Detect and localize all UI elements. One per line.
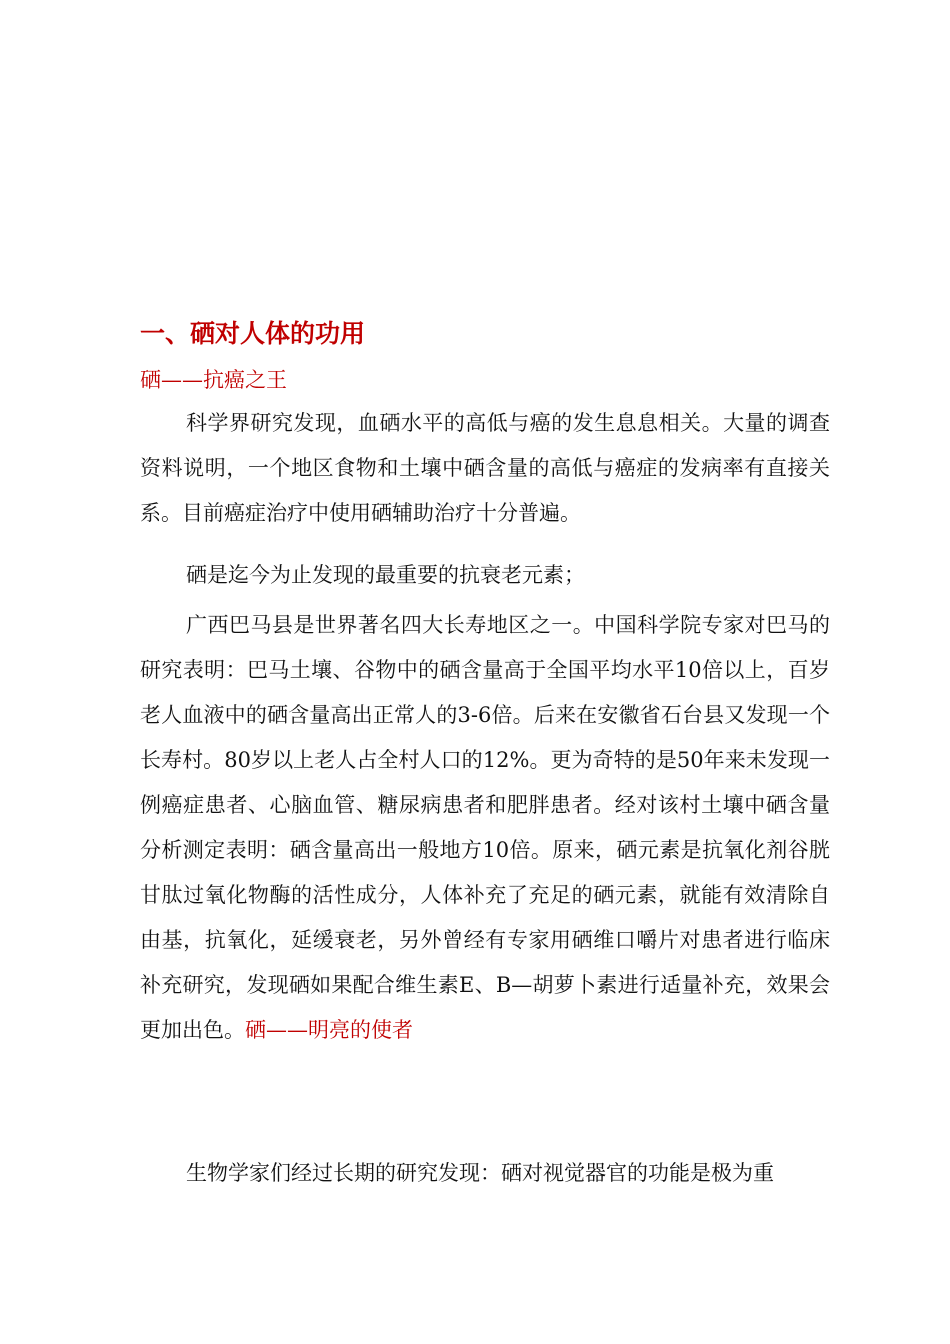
subheading-eyes: 硒——明亮的使者 [245, 1018, 413, 1042]
paragraph-bama [140, 603, 830, 1053]
paragraph-vision: 生物学家们经过长期的研究发现：硒对视觉器官的功能是极为重 [186, 1161, 774, 1185]
paragraph-research: 科学界研究发现，血硒水平的高低与癌的发生息息相关。大量的调查资料说明，一个地区食物和土壤中硒含量的高低与癌症的发病率有直接关系。目前癌症治疗中使用硒辅助治疗十分普遍。 [140, 411, 830, 525]
paragraph-bama-text: 广西巴马县是世界著名四大长寿地区之一。中国科学院专家对巴马的研究表明：巴马土壤、谷物中的硒含量高于全国平均水平10倍以上，百岁老人血液中的硒含量高出正常人的3-6倍。后来在安徽省石台县又发现一个长寿村。80岁以上老人占全村人口的12%。更为奇特的是50年来未发现一例癌症患者、心脑血管、糖尿病患者和肥胖患者。经对该村土壤中硒含量分析测定表明：硒含量高出一般地方10倍。原来，硒元素是抗氧化剂谷胱甘肽过氧化物酶的活性成分，人体补充了充足的硒元素，就能有效清除自由基，抗氧化，延缓衰老，另外曾经有专家用硒维口嚼片对患者进行临床补充研究，发现硒如果配合维生素E、B—胡萝卜素进行适量补充，效果会更加出色。 [140, 613, 830, 1042]
subheading-anticancer: 硒——抗癌之王 [140, 368, 287, 392]
paragraph-anti-aging: 硒是迄今为止发现的最重要的抗衰老元素； [186, 563, 585, 587]
section-heading: 一、硒对人体的功用 [140, 319, 366, 348]
